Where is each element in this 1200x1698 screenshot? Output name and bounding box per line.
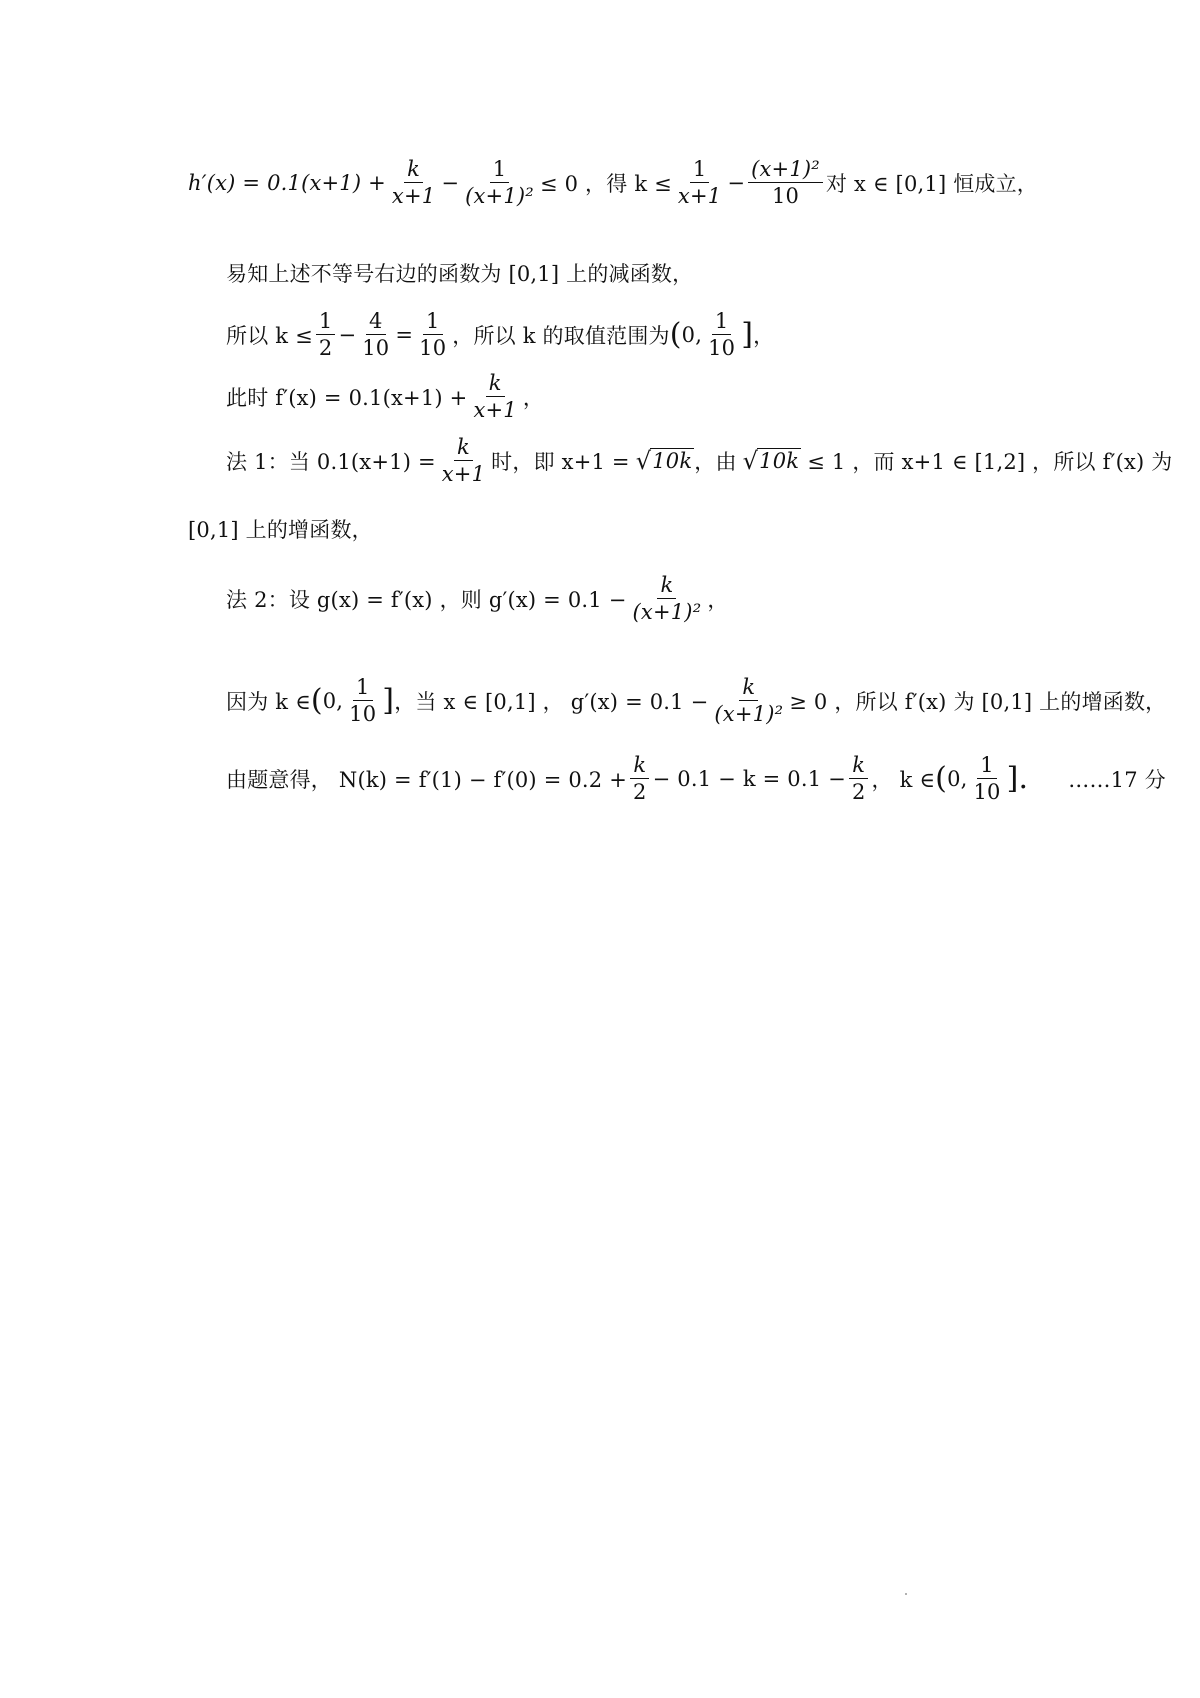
text: ，所以 k 的取值范围为 bbox=[452, 323, 670, 348]
numerator: 1 bbox=[490, 158, 510, 183]
numerator: k bbox=[404, 158, 423, 183]
formula-line-4 bbox=[226, 372, 544, 421]
denominator: 2 bbox=[318, 336, 333, 361]
text: 时，即 x+1 = bbox=[491, 449, 630, 474]
text: − 0.1 − k = 0.1 − bbox=[652, 766, 846, 791]
numerator: 1 bbox=[316, 310, 336, 335]
denominator: (x+1)² bbox=[632, 600, 702, 625]
denominator: 10 bbox=[708, 336, 736, 361]
denominator: 10 bbox=[771, 184, 800, 209]
denominator: (x+1)² bbox=[714, 702, 784, 727]
open-paren: ( bbox=[310, 682, 323, 718]
formula-line-3 bbox=[226, 310, 774, 359]
text: 此时 f′(x) = 0.1(x+1) + bbox=[226, 385, 468, 410]
fraction bbox=[630, 754, 650, 803]
fraction bbox=[359, 310, 392, 359]
formula-line-9 bbox=[226, 754, 1166, 803]
formula-line-8 bbox=[226, 676, 1166, 725]
numerator: 1 bbox=[712, 310, 732, 335]
open-paren: ( bbox=[669, 316, 682, 352]
text: 法 2：设 g(x) = f′(x) ，则 g′(x) = 0.1 − bbox=[226, 587, 627, 612]
close-bracket: ] bbox=[741, 316, 754, 352]
text: − bbox=[441, 170, 460, 195]
numerator: k bbox=[454, 436, 473, 461]
text: − bbox=[338, 322, 357, 347]
denominator: (x+1)² bbox=[465, 184, 534, 209]
fraction bbox=[416, 310, 449, 359]
scan-speck bbox=[905, 1593, 907, 1595]
numerator: k bbox=[657, 574, 676, 599]
numerator: 4 bbox=[366, 310, 386, 335]
text: ， bbox=[522, 385, 545, 410]
denominator: 2 bbox=[633, 780, 647, 805]
numerator: k bbox=[630, 754, 649, 779]
fraction bbox=[675, 158, 724, 207]
fraction bbox=[462, 158, 537, 207]
numerator: k bbox=[849, 754, 868, 779]
radical-sign: √ bbox=[742, 447, 759, 476]
text: 由题意得， N(k) = f′(1) − f′(0) = 0.2 + bbox=[226, 767, 628, 792]
text: ≤ 1 ，而 x+1 ∈ [1,2] ，所以 f′(x) 为 bbox=[807, 449, 1173, 474]
text: 0, bbox=[947, 766, 968, 791]
numerator: (x+1)² bbox=[748, 158, 823, 183]
radicand: 10k bbox=[759, 449, 800, 474]
text: 0, bbox=[681, 322, 703, 347]
text: 法 1：当 0.1(x+1) = bbox=[226, 449, 436, 474]
formula-line-1 bbox=[188, 158, 1038, 207]
numerator: 1 bbox=[353, 676, 373, 701]
fraction bbox=[705, 310, 738, 359]
numerator: 1 bbox=[423, 310, 443, 335]
denominator: x+1 bbox=[441, 462, 486, 487]
fraction bbox=[971, 754, 1004, 803]
formula-line-7 bbox=[226, 574, 729, 623]
fraction bbox=[439, 436, 488, 485]
fraction bbox=[470, 372, 519, 421]
text: 所以 k ≤ bbox=[226, 323, 313, 348]
text: ， bbox=[707, 587, 729, 612]
fraction bbox=[389, 158, 438, 207]
denominator: 10 bbox=[973, 780, 1001, 805]
open-paren: ( bbox=[935, 760, 948, 796]
numerator: 1 bbox=[977, 754, 997, 779]
text: ≤ 0 ，得 k ≤ bbox=[539, 171, 672, 196]
close-bracket: ]. bbox=[1006, 760, 1029, 796]
fraction bbox=[711, 676, 786, 725]
fraction bbox=[748, 158, 823, 207]
denominator: 10 bbox=[349, 702, 377, 727]
fraction bbox=[630, 574, 705, 623]
numerator: k bbox=[486, 372, 505, 397]
text: 易知上述不等号右边的函数为 [0,1] 上的减函数， bbox=[226, 262, 694, 286]
numerator: 1 bbox=[690, 158, 710, 183]
score-marker: ……17 分 bbox=[1068, 767, 1166, 792]
denominator: 2 bbox=[851, 780, 866, 805]
text: ，由 bbox=[694, 449, 737, 474]
numerator: k bbox=[739, 676, 758, 701]
close-bracket: ] bbox=[382, 682, 395, 718]
formula-line-5 bbox=[226, 436, 1172, 485]
text-line-2 bbox=[226, 258, 693, 288]
fraction bbox=[316, 310, 336, 359]
square-root bbox=[742, 447, 802, 476]
denominator: 10 bbox=[419, 336, 447, 361]
fraction bbox=[346, 676, 379, 725]
text: [0,1] 上的增函数， bbox=[188, 518, 373, 542]
denominator: x+1 bbox=[391, 184, 436, 209]
denominator: 10 bbox=[362, 336, 390, 361]
text: 0, bbox=[322, 688, 344, 713]
text: − bbox=[727, 170, 746, 195]
radicand: 10k bbox=[652, 449, 693, 474]
text: = bbox=[395, 322, 414, 347]
denominator: x+1 bbox=[473, 398, 517, 423]
denominator: x+1 bbox=[677, 184, 722, 209]
text: ， bbox=[753, 323, 775, 348]
text: ， k ∈ bbox=[871, 767, 936, 792]
text: h′(x) = 0.1(x+1) + bbox=[188, 170, 386, 195]
text-line-6 bbox=[188, 514, 373, 544]
square-root bbox=[635, 447, 695, 476]
text: ≥ 0 ，所以 f′(x) 为 [0,1] 上的增函数， bbox=[789, 689, 1167, 714]
radical-sign: √ bbox=[635, 447, 652, 476]
fraction bbox=[849, 754, 869, 803]
text: 因为 k ∈ bbox=[226, 689, 311, 714]
text: ，当 x ∈ [0,1] ， g′(x) = 0.1 − bbox=[394, 689, 709, 714]
text: 对 x ∈ [0,1] 恒成立， bbox=[825, 171, 1039, 196]
